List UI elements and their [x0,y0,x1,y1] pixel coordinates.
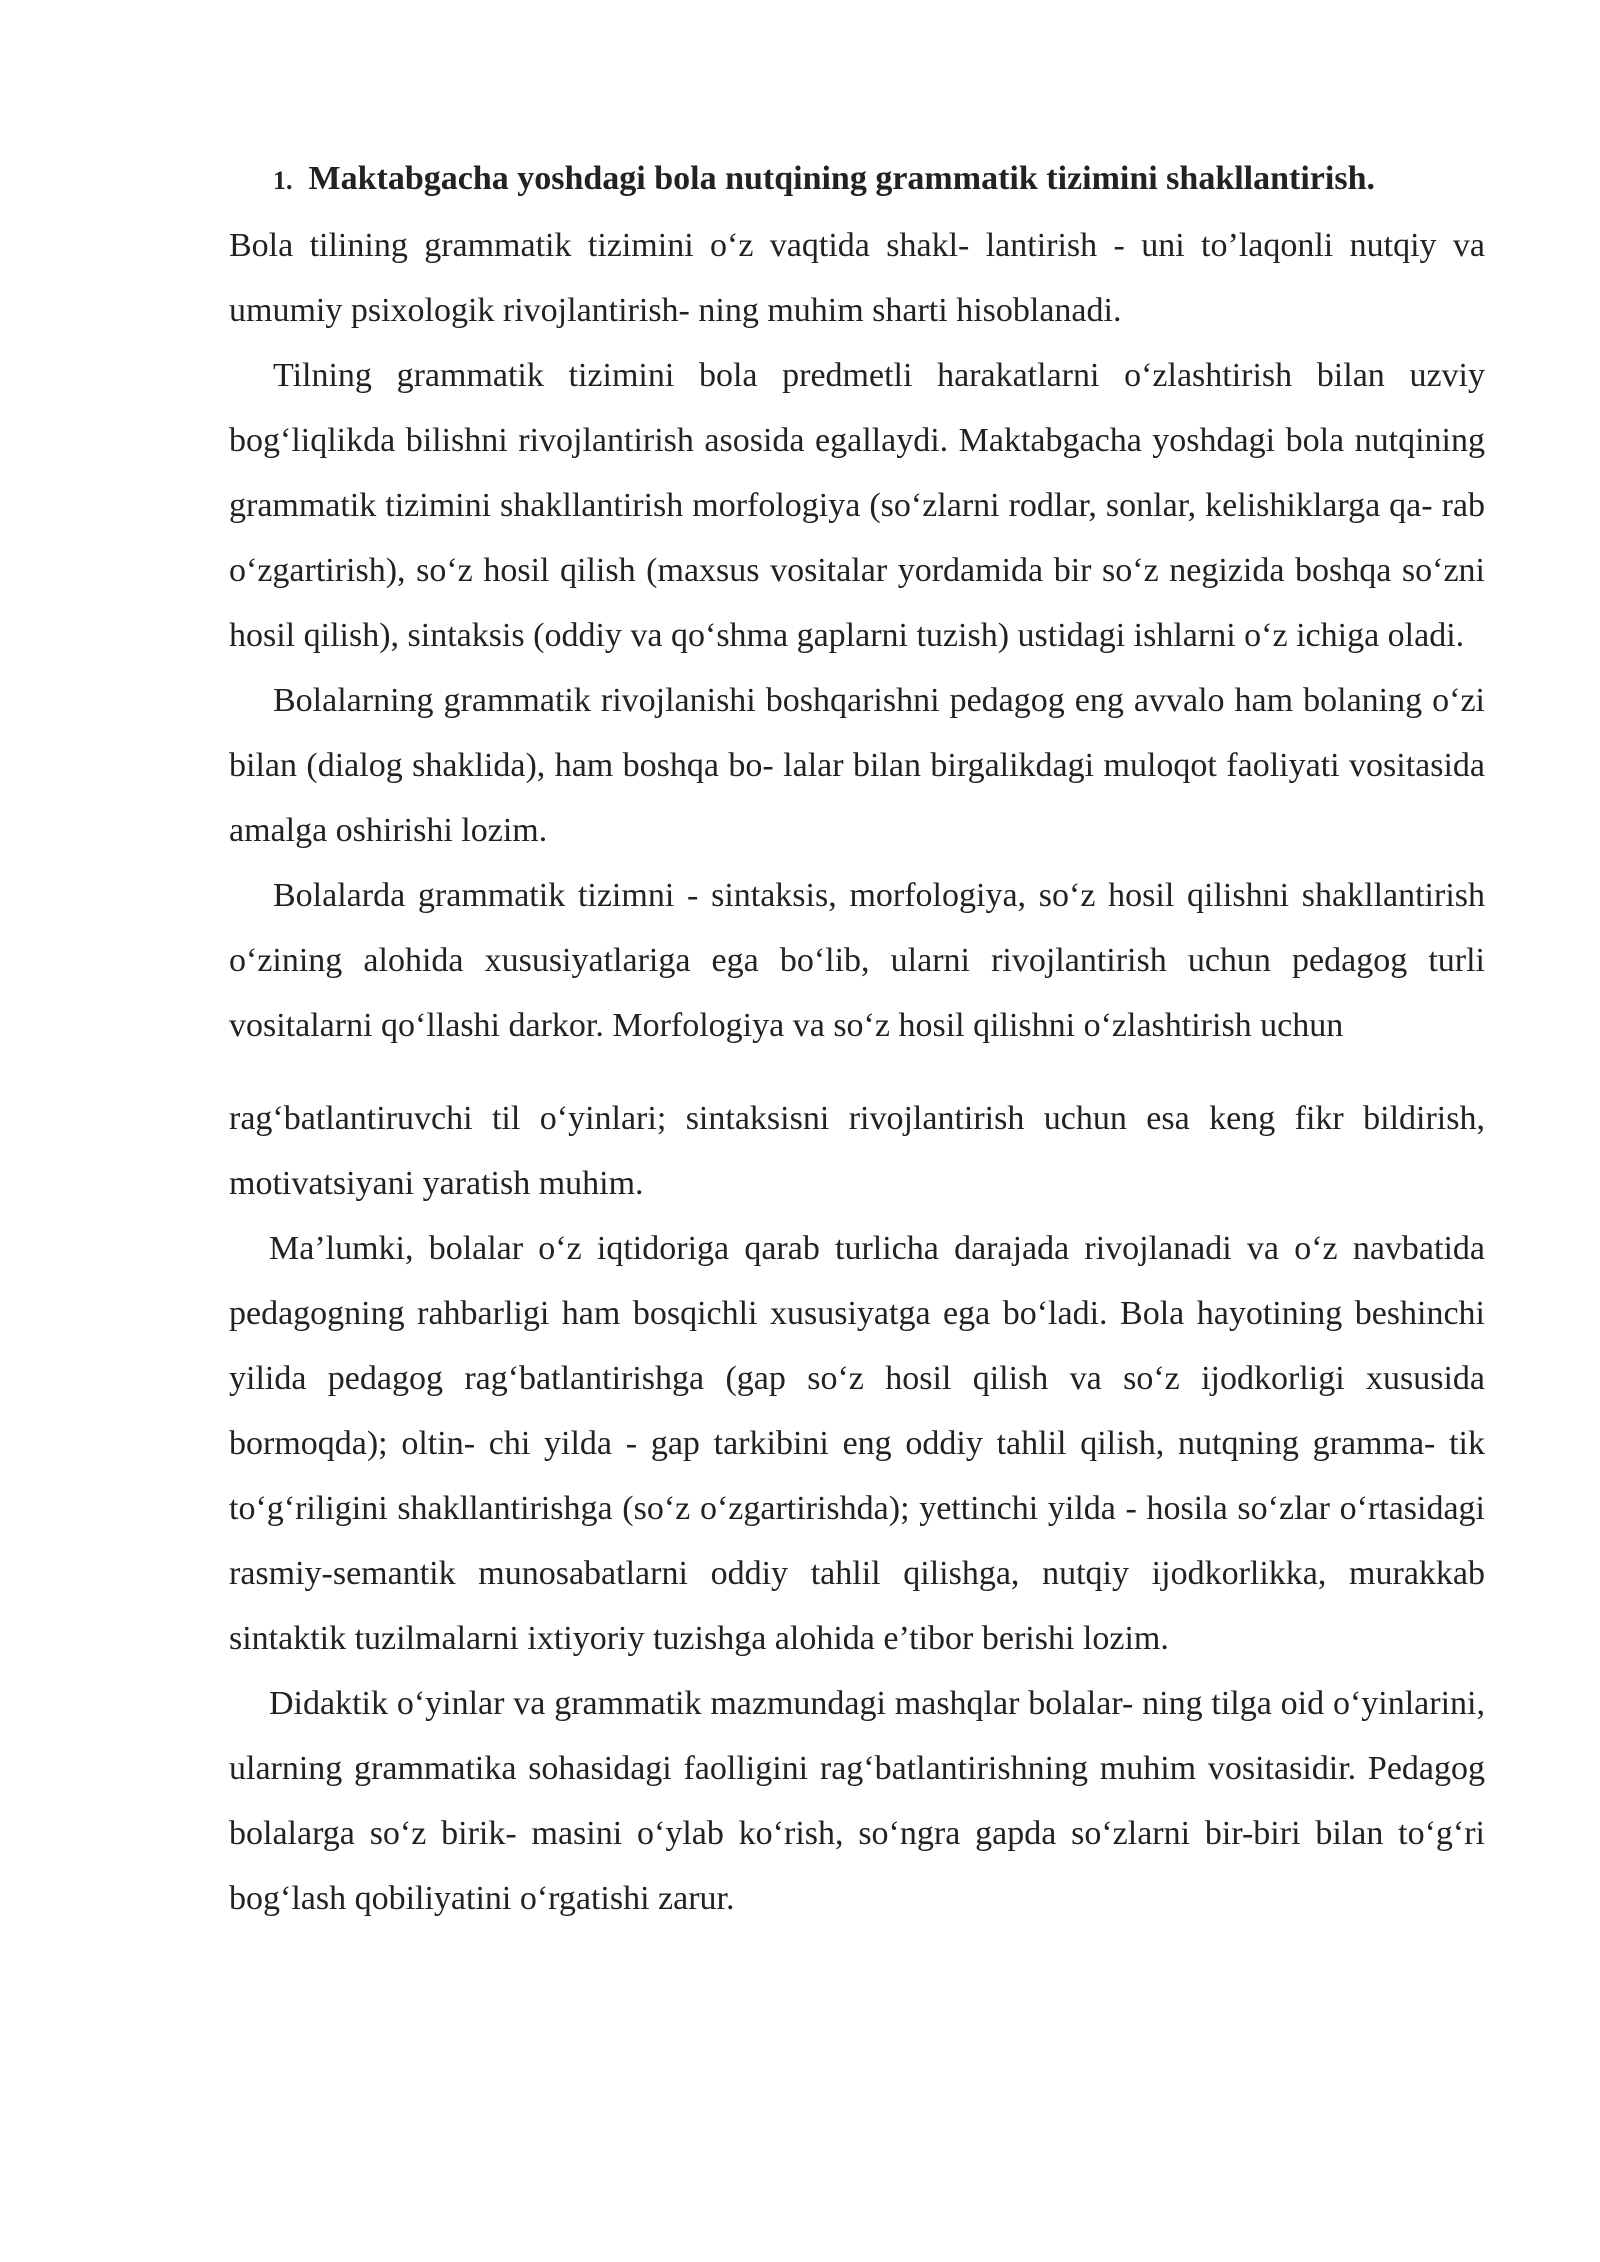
paragraph-6: Ma’lumki, bolalar o‘z iqtidoriga qarab turlicha darajada rivojlanadi va o‘z navbatida pedagogning rahbarligi ham bosqichli xususiyatga ega bo‘ladi. Bola hayotining beshinchi yilida pedagog rag‘batlantirishga (gap so‘z hosil qilish va so‘z ijodkorligi xususida bormoqda); oltin- chi yilda - gap tarkibini eng oddiy tahlil qilish, nutqning gramma- tik to‘g‘riligini shakllantirishga (so‘z o‘zgartirishda); yettinchi yilda - hosila so‘zlar o‘rtasidagi rasmiy-semantik munosabatlarni oddiy tahlil qilishga, nutqiy ijodkorlikka, murakkab sintaktik tuzilmalarni ixtiyoriy tuzishga alohida e’tibor berishi lozim. [229,1230,1485,1657]
section-heading [229,146,1485,213]
heading-title: Maktabgacha yoshdagi bola nutqining grammatik tizimini shakllantirish. [308,160,1375,197]
heading-number: 1. [273,166,293,195]
paragraph-4: Bolalarda grammatik tizimni - sintaksis, morfologiya, so‘z hosil qilishni shakllantirish o‘zining alohida xususiyatlariga ega bo‘lib, ularni rivojlantirish uchun pedagog turli vositalarni qo‘llashi darkor. Morfologiya va so‘z hosil qilishni o‘zlashtirish uchun [229,877,1485,1044]
document-body [229,146,1485,1931]
paragraph-3: Bolalarning grammatik rivojlanishi boshqarishni pedagog eng avvalo ham bolaning o‘zi bilan (dialog shaklida), ham boshqa bo- lalar bilan birgalikdagi muloqot faoliyati vositasida amalga oshirishi lozim. [229,682,1485,849]
paragraph-5: rag‘batlantiruvchi til o‘yinlari; sintaksisni rivojlantirish uchun esa keng fikr bildirish, motivatsiyani yaratish muhim. [229,1100,1485,1202]
paragraph-7: Didaktik o‘yinlar va grammatik mazmundagi mashqlar bolalar- ning tilga oid o‘yinlarini, ularning grammatika sohasidagi faolligini rag‘batlantirishning muhim vositasidir. Pedagog bolalarga so‘z birik- masini o‘ylab ko‘rish, so‘ngra gapda so‘zlarni bir-biri bilan to‘g‘ri bog‘lash qobiliyatini o‘rgatishi zarur. [229,1685,1485,1917]
paragraph-2: Tilning grammatik tizimini bola predmetli harakatlarni o‘zlashtirish bilan uzviy bog‘liqlikda bilishni rivojlantirish asosida egallaydi. Maktabgacha yoshdagi bola nutqining grammatik tizimini shakllantirish morfologiya (so‘zlarni rodlar, sonlar, kelishiklarga qa- rab o‘zgartirish), so‘z hosil qilish (maxsus vositalar yordamida bir so‘z negizida boshqa so‘zni hosil qilish), sintaksis (oddiy va qo‘shma gaplarni tuzish) ustidagi ishlarni o‘z ichiga oladi. [229,357,1485,654]
paragraph-1: Bola tilining grammatik tizimini o‘z vaqtida shakl- lantirish - uni to’laqonli nutqiy va umumiy psixologik rivojlantirish- ning muhim sharti hisoblanadi. [229,227,1485,329]
